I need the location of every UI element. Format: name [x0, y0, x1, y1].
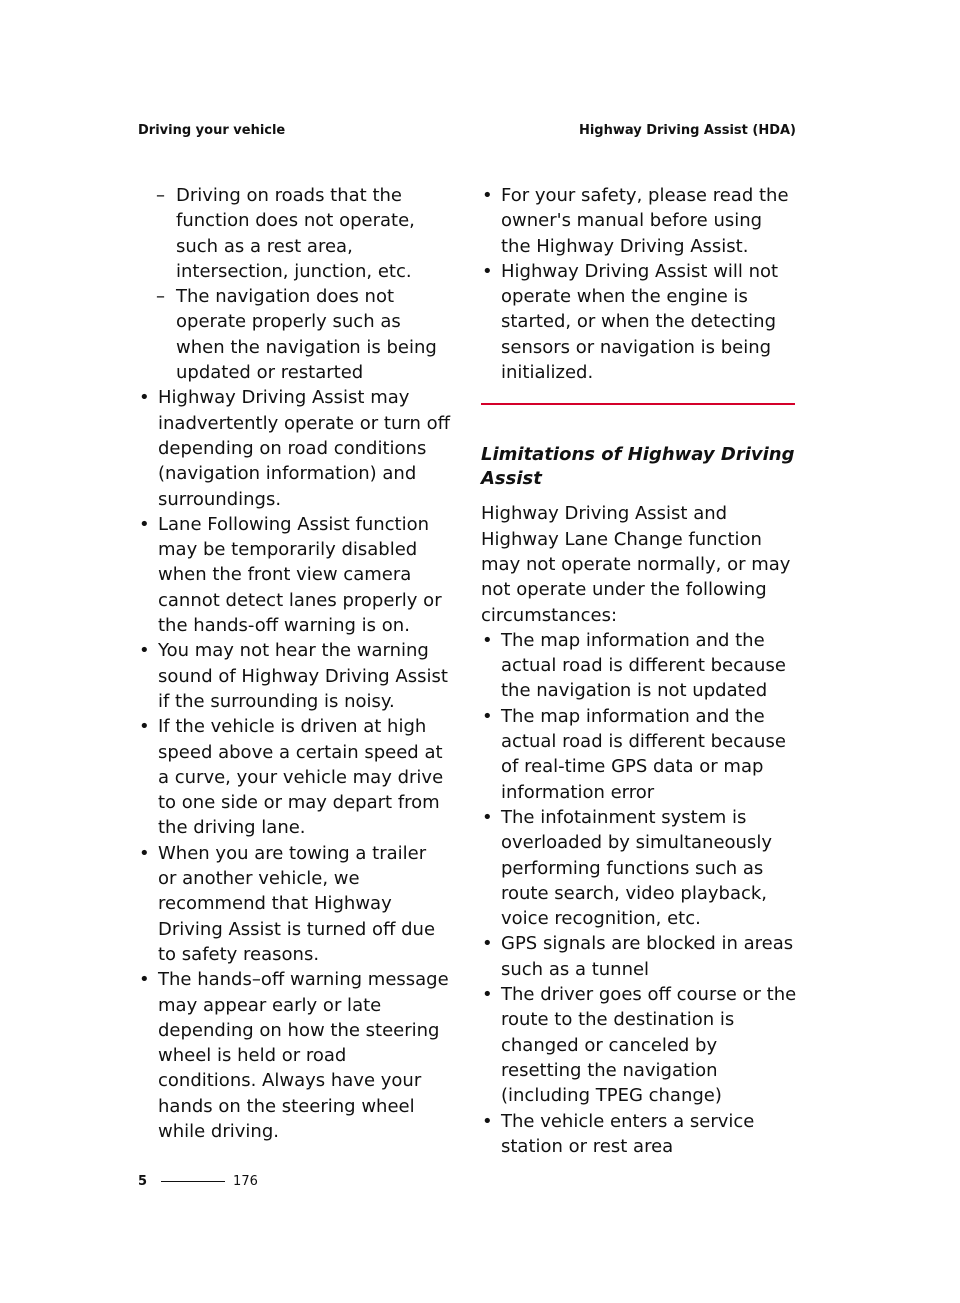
list-item-text: You may not hear the warning sound of Highway Driving Assist if the surrounding is noisy.: [158, 640, 448, 712]
list-item-text: The map information and the actual road is different because the navigation is not updated: [501, 629, 786, 702]
list-item-text: Highway Driving Assist may inadvertently operate or turn off depending on road conditions (navigation information) and surroundings.: [158, 387, 450, 510]
left-column: [138, 183, 450, 1144]
bullet-icon: •: [139, 842, 150, 864]
section-title: Limitations of Highway Driving Assist: [481, 444, 795, 490]
list-item-text: If the vehicle is driven at high speed above a certain speed at a curve, your vehicle may drive to one side or may depart from the driving lane.: [158, 716, 444, 839]
footer-divider: [161, 1181, 225, 1182]
header-section-title: Driving your vehicle: [138, 123, 286, 138]
list-item-text: When you are towing a trailer or another vehicle, we recommend that Highway Driving Assist is turned off due to safety reasons.: [158, 842, 436, 965]
footer-section-number: 5: [138, 1174, 148, 1189]
list-item: [481, 259, 797, 385]
bullet-icon: •: [482, 1110, 493, 1132]
sub-item-text: The navigation does not operate properly such as when the navigation is being updated or restarted: [176, 286, 437, 384]
bullet-icon: •: [482, 705, 493, 727]
bullet-icon: •: [482, 933, 493, 955]
dash-icon: –: [156, 185, 165, 206]
dash-icon: –: [156, 286, 165, 308]
list-item: [481, 704, 797, 805]
sub-list-item: [138, 284, 450, 385]
list-item-text: The hands–off warning message may appear early or late depending on how the steering wheel is held or road conditions. Always have your hands on the steering wheel while driving.: [158, 969, 449, 1142]
footer-page-number: 176: [233, 1174, 258, 1189]
bullet-icon: •: [139, 716, 150, 738]
bullet-icon: •: [139, 640, 150, 662]
list-item: [481, 1109, 797, 1160]
bullet-icon: •: [139, 387, 150, 409]
list-item-text: Lane Following Assist function may be temporarily disabled when the front view camera cannot detect lanes properly or the hands-off warning is on.: [158, 513, 442, 637]
list-item: [481, 805, 797, 931]
list-item-text: For your safety, please read the owner's manual before using the Highway Driving Assist.: [501, 185, 789, 257]
bullet-icon: •: [139, 969, 150, 991]
list-item-text: GPS signals are blocked in areas such as a tunnel: [501, 933, 794, 980]
list-item: [138, 967, 450, 1144]
bullet-icon: •: [482, 260, 493, 282]
header-topic-title: Highway Driving Assist (HDA): [578, 123, 796, 138]
list-item: [481, 931, 797, 982]
list-item-text: The driver goes off course or the route to the destination is changed or canceled by resetting the navigation (including TPEG change): [501, 984, 797, 1107]
list-item: [138, 841, 450, 967]
list-item-text: The map information and the actual road is different because of real-time GPS data or map information error: [501, 705, 786, 803]
list-item: [138, 385, 450, 511]
page-footer: [138, 1174, 258, 1189]
list-item: [481, 183, 797, 259]
list-item: [138, 638, 450, 714]
list-item: [481, 628, 797, 704]
intro-paragraph: Highway Driving Assist and Highway Lane Change function may not operate normally, or may not operate under the following circumstances:: [481, 503, 791, 626]
list-item-text: The infotainment system is overloaded by simultaneously performing functions such as route search, video playback, voice recognition, etc.: [501, 806, 772, 930]
caution-divider: [481, 403, 795, 405]
right-column: [481, 183, 797, 1159]
bullet-icon: •: [139, 513, 150, 535]
list-item-text: The vehicle enters a service station or rest area: [501, 1110, 755, 1157]
sub-list-item: [138, 183, 450, 284]
list-item: [138, 714, 450, 840]
bullet-icon: •: [482, 984, 493, 1006]
bullet-icon: •: [482, 185, 493, 206]
list-item-text: Highway Driving Assist will not operate when the engine is started, or when the detecting sensors or navigation is being initialized.: [501, 260, 779, 384]
list-item: [481, 982, 797, 1108]
sub-item-text: Driving on roads that the function does not operate, such as a rest area, intersection, junction, etc.: [176, 185, 415, 282]
list-item: [138, 512, 450, 638]
bullet-icon: •: [482, 806, 493, 828]
bullet-icon: •: [482, 629, 493, 651]
